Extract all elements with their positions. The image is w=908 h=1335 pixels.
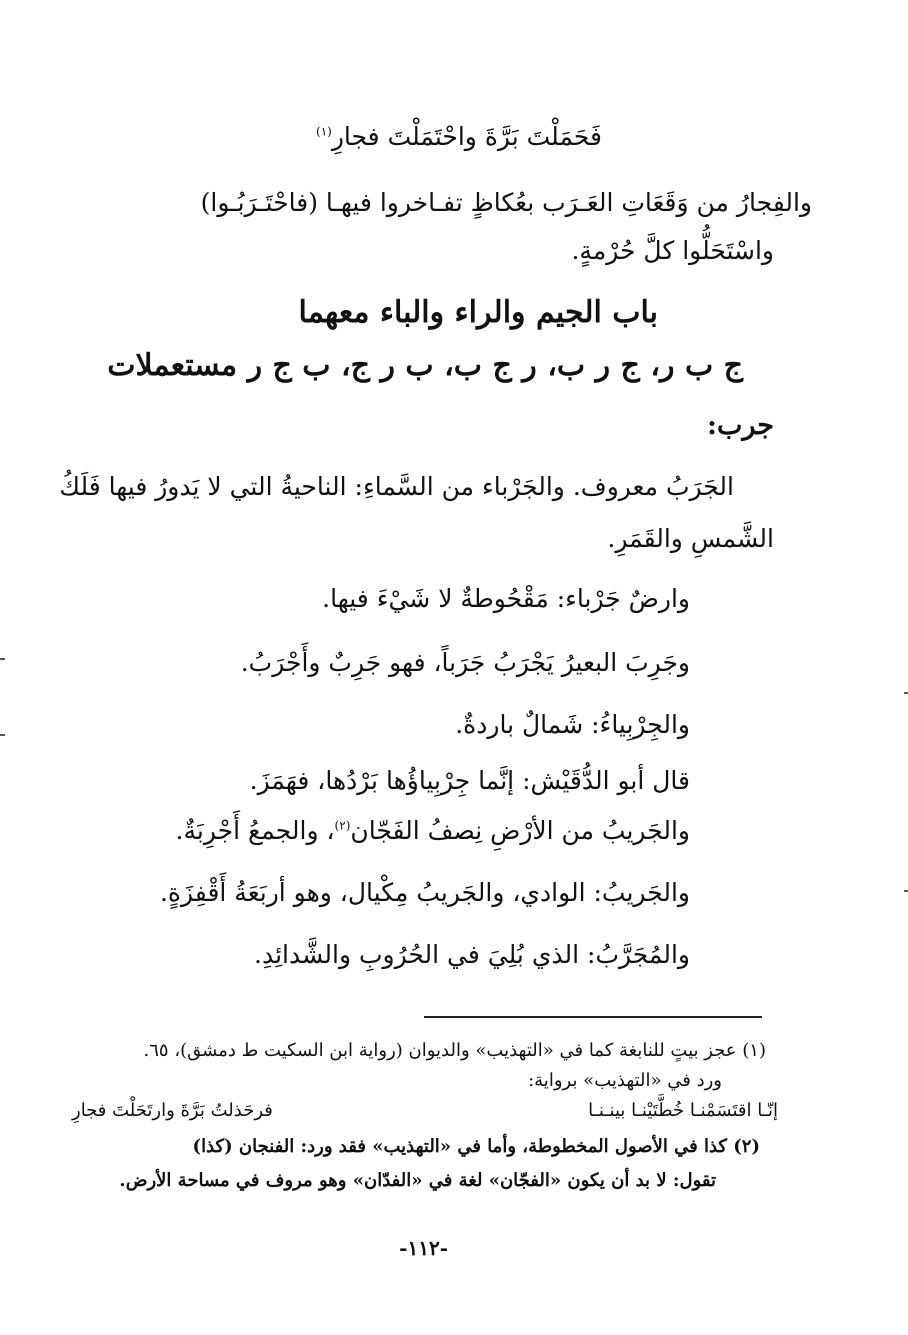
footnote-2-line-1: (٢) كذا في الأصول المخطوطة، وأما في «التهذيب» فقد ورد: الفنجان (كذا) (192, 1136, 760, 1157)
footnote-2-line-2: تقول: لا بد أن يكون «الفجّان» لغة في «الفدّان» وهو مروف في مساحة الأرض. (119, 1170, 716, 1191)
footnote-1-line-1: (١) عجز بيتٍ للنابغة كما في «التهذيب» والديوان (رواية ابن السكيت ط دمشق)، ٦٥. (143, 1040, 766, 1061)
chapter-title: باب الجيم والراء والباء معهما (298, 295, 658, 330)
entry-line-7-part-b: ، والجمعُ أَجْرِبَةٌ. (175, 816, 335, 845)
intro-line-1: والفِجارُ من وَقَعَاتِ العَـرَب بعُكاظٍ تفـاخروا فيهـا (فاحْتَـرَبُـوا) (200, 188, 812, 217)
page-number: -١١٢- (399, 1236, 448, 1260)
verse-line (316, 124, 602, 149)
entry-line-7-part-a: والجَريبُ من الأرْضِ نِصفُ الفَجّان (350, 816, 690, 845)
entry-para1-line1: الجَرَبُ معروف. والجَرْباء من السَّماءِ: الناحيةُ التي لا يَدورُ فيها فَلَكُ (59, 472, 734, 501)
entry-line-5: والجِرْبِياءُ: شَمالٌ باردةٌ. (455, 710, 690, 739)
scan-mark (904, 692, 908, 694)
entry-headword: جرب: (707, 410, 774, 441)
entry-line-7 (176, 818, 690, 843)
entry-line-3: وارضٌ جَرْباء: مَقْحُوطةٌ لا شَيْءَ فيها. (322, 584, 690, 613)
scan-mark (904, 890, 908, 892)
scan-mark (0, 658, 5, 660)
footnote-1-verse-second-hemistich: فرحَذلتُ بَرَّةَ وارتَحَلْتَ فجارِ (72, 1100, 273, 1121)
footnote-separator (424, 1016, 762, 1018)
footnote-1-verse-first-hemistich: إنّـا اقتَسَمْنـا خُطَّتَيْنـا بينـنـا (588, 1100, 778, 1121)
footnote-ref-2: (٢) (334, 818, 351, 833)
footnote-1-line-2: ورد في «التهذيب» برواية: (528, 1070, 722, 1091)
verse-text: فَحَمَلْتَ بَرَّةَ واحْتَمَلْتَ فجارِ (331, 122, 602, 151)
intro-line-2: واسْتَحَلُّوا كلَّ حُرْمةٍ. (571, 236, 774, 265)
entry-para1-line2: الشَّمسِ والقَمَرِ. (607, 524, 774, 553)
entry-line-9: والمُجَرَّبُ: الذي بُلِيَ في الحُرُوبِ والشَّدائِدِ. (254, 940, 690, 969)
entry-line-6: قال أبو الدُّقَيْش: إنَّما جِرْبِياؤُها بَرْدُها، فهَمَزَ. (249, 766, 690, 795)
footnote-ref-1: (١) (316, 124, 332, 139)
scan-mark (0, 734, 5, 736)
chapter-subtitle: ج ب ر، ج ر ب، ر ج ب، ب ر ج، ب ج ر مستعملات (107, 348, 743, 383)
entry-line-8: والجَريبُ: الوادي، والجَريبُ مِكْيال، وهو أربَعَةُ أَقْفِزَةٍ. (159, 878, 690, 907)
entry-line-4: وجَرِبَ البعيرُ يَجْرَبُ جَرَباً، فهو جَرِبٌ وأَجْرَبُ. (240, 648, 690, 677)
